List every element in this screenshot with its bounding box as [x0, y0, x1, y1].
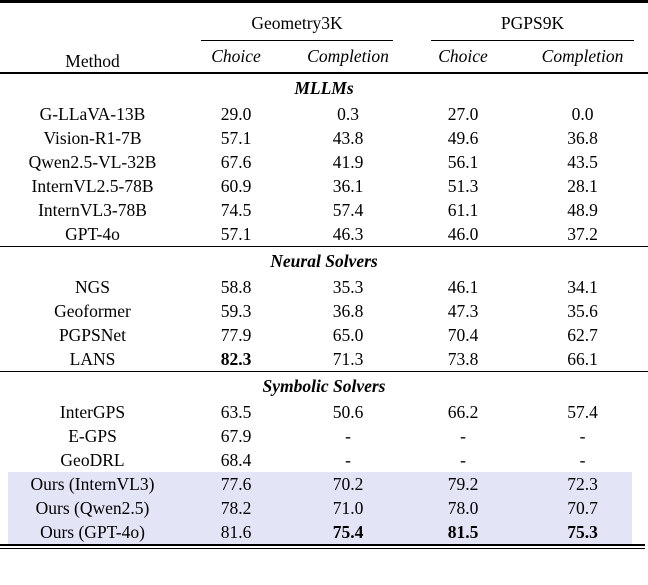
table-row — [0, 520, 648, 544]
value-cell: 57.4 — [567, 401, 598, 422]
col-group-pgps9k-label: PGPS9K — [431, 13, 634, 41]
section-title: MLLMs — [294, 77, 354, 98]
section-title: Neural Solvers — [270, 250, 378, 271]
value-cell: 72.3 — [567, 473, 598, 494]
header-row-groups — [0, 2, 648, 42]
value-cell: 0.3 — [337, 103, 359, 124]
method-cell: Geoformer — [54, 300, 131, 321]
value-cell: 35.6 — [567, 300, 598, 321]
value-cell: 34.1 — [567, 276, 598, 297]
col-group-geometry3k-label: Geometry3K — [201, 13, 393, 41]
value-cell: 77.6 — [220, 473, 252, 494]
table-row — [0, 400, 648, 424]
method-cell: Ours (Qwen2.5) — [35, 497, 150, 518]
value-cell: 71.0 — [332, 497, 364, 518]
bottom-double-rule — [0, 544, 645, 549]
table-row — [0, 126, 648, 150]
value-cell: 60.9 — [220, 175, 252, 196]
col-header-g3k-choice: Choice — [211, 46, 261, 66]
value-cell: 27.0 — [447, 103, 479, 124]
value-cell: 74.5 — [220, 199, 252, 220]
method-cell: G-LLaVA-13B — [39, 103, 146, 124]
value-cell: 66.1 — [567, 348, 598, 369]
value-cell: 46.1 — [447, 276, 479, 297]
value-cell: 36.8 — [332, 300, 364, 321]
value-cell: 63.5 — [220, 401, 252, 422]
table-row — [0, 222, 648, 247]
value-cell: 71.3 — [332, 348, 364, 369]
section-title-row — [0, 247, 648, 276]
value-cell: 35.3 — [332, 276, 364, 297]
table-header — [0, 2, 648, 74]
value-cell: 59.3 — [220, 300, 252, 321]
value-cell: 75.3 — [567, 521, 598, 542]
table-row — [0, 496, 648, 520]
value-cell: 70.4 — [447, 324, 479, 345]
table-row — [0, 275, 648, 299]
table-row — [0, 198, 648, 222]
value-cell: 0.0 — [571, 103, 594, 124]
col-header-method: Method — [65, 51, 120, 71]
value-cell: 43.5 — [567, 151, 598, 172]
section-title: Symbolic Solvers — [262, 375, 386, 396]
table-row — [0, 299, 648, 323]
value-cell: 36.8 — [567, 127, 598, 148]
method-cell: GeoDRL — [60, 449, 125, 470]
value-cell: 57.1 — [220, 223, 252, 244]
value-cell: - — [345, 449, 351, 470]
value-cell: 57.4 — [332, 199, 364, 220]
value-cell: 75.4 — [332, 521, 364, 542]
value-cell: 57.1 — [220, 127, 252, 148]
table-body — [0, 73, 648, 544]
value-cell: 82.3 — [220, 348, 252, 369]
value-cell: 58.8 — [220, 276, 252, 297]
value-cell: 78.2 — [220, 497, 252, 518]
table-row — [0, 472, 648, 496]
method-cell: InternVL2.5-78B — [31, 175, 154, 196]
value-cell: 61.1 — [447, 199, 479, 220]
table-row — [0, 448, 648, 472]
value-cell: 50.6 — [332, 401, 364, 422]
value-cell: 65.0 — [332, 324, 364, 345]
value-cell: 29.0 — [220, 103, 252, 124]
method-cell: PGPSNet — [58, 324, 127, 345]
value-cell: 37.2 — [567, 223, 598, 244]
value-cell: 46.3 — [332, 223, 364, 244]
method-cell: NGS — [74, 276, 110, 297]
value-cell: 68.4 — [220, 449, 252, 470]
section-title-row — [0, 73, 648, 102]
col-group-pgps9k — [409, 2, 648, 42]
value-cell: 56.1 — [447, 151, 479, 172]
value-cell: 46.0 — [447, 223, 479, 244]
method-cell: E-GPS — [68, 425, 117, 446]
value-cell: 70.7 — [567, 497, 598, 518]
col-header-pgps-choice: Choice — [438, 46, 488, 66]
method-cell: Vision-R1-7B — [43, 127, 142, 148]
section-title-row — [0, 372, 648, 401]
col-header-g3k-completion: Completion — [307, 46, 389, 66]
table-row — [0, 150, 648, 174]
value-cell: 78.0 — [447, 497, 479, 518]
table-row — [0, 323, 648, 347]
value-cell: 73.8 — [447, 348, 479, 369]
value-cell: 41.9 — [332, 151, 364, 172]
value-cell: 51.3 — [447, 175, 479, 196]
value-cell: 43.8 — [332, 127, 364, 148]
method-cell: InternVL3-78B — [38, 199, 147, 220]
method-cell: Ours (InternVL3) — [30, 473, 155, 494]
value-cell: 28.1 — [567, 175, 598, 196]
value-cell: 62.7 — [567, 324, 598, 345]
table-row — [0, 424, 648, 448]
value-cell: - — [579, 425, 586, 446]
value-cell: 47.3 — [447, 300, 479, 321]
col-header-pgps-completion: Completion — [541, 46, 624, 66]
value-cell: 36.1 — [332, 175, 364, 196]
value-cell: - — [345, 425, 351, 446]
table-row — [0, 347, 648, 372]
value-cell: 67.6 — [220, 151, 252, 172]
value-cell: 70.2 — [332, 473, 364, 494]
value-cell: 81.6 — [220, 521, 252, 542]
value-cell: 77.9 — [220, 324, 252, 345]
value-cell: 48.9 — [567, 199, 598, 220]
value-cell: - — [460, 425, 466, 446]
value-cell: 49.6 — [447, 127, 479, 148]
method-cell: LANS — [69, 348, 116, 369]
method-cell: Qwen2.5-VL-32B — [28, 151, 157, 172]
col-group-geometry3k — [185, 2, 409, 42]
method-cell: GPT-4o — [65, 223, 120, 244]
value-cell: - — [579, 449, 586, 470]
value-cell: 81.5 — [447, 521, 479, 542]
value-cell: - — [460, 449, 466, 470]
method-cell: InterGPS — [59, 401, 126, 422]
value-cell: 66.2 — [447, 401, 479, 422]
table-row — [0, 102, 648, 126]
value-cell: 79.2 — [447, 473, 479, 494]
method-cell: Ours (GPT-4o) — [40, 521, 145, 542]
table-row — [0, 174, 648, 198]
value-cell: 67.9 — [220, 425, 252, 446]
